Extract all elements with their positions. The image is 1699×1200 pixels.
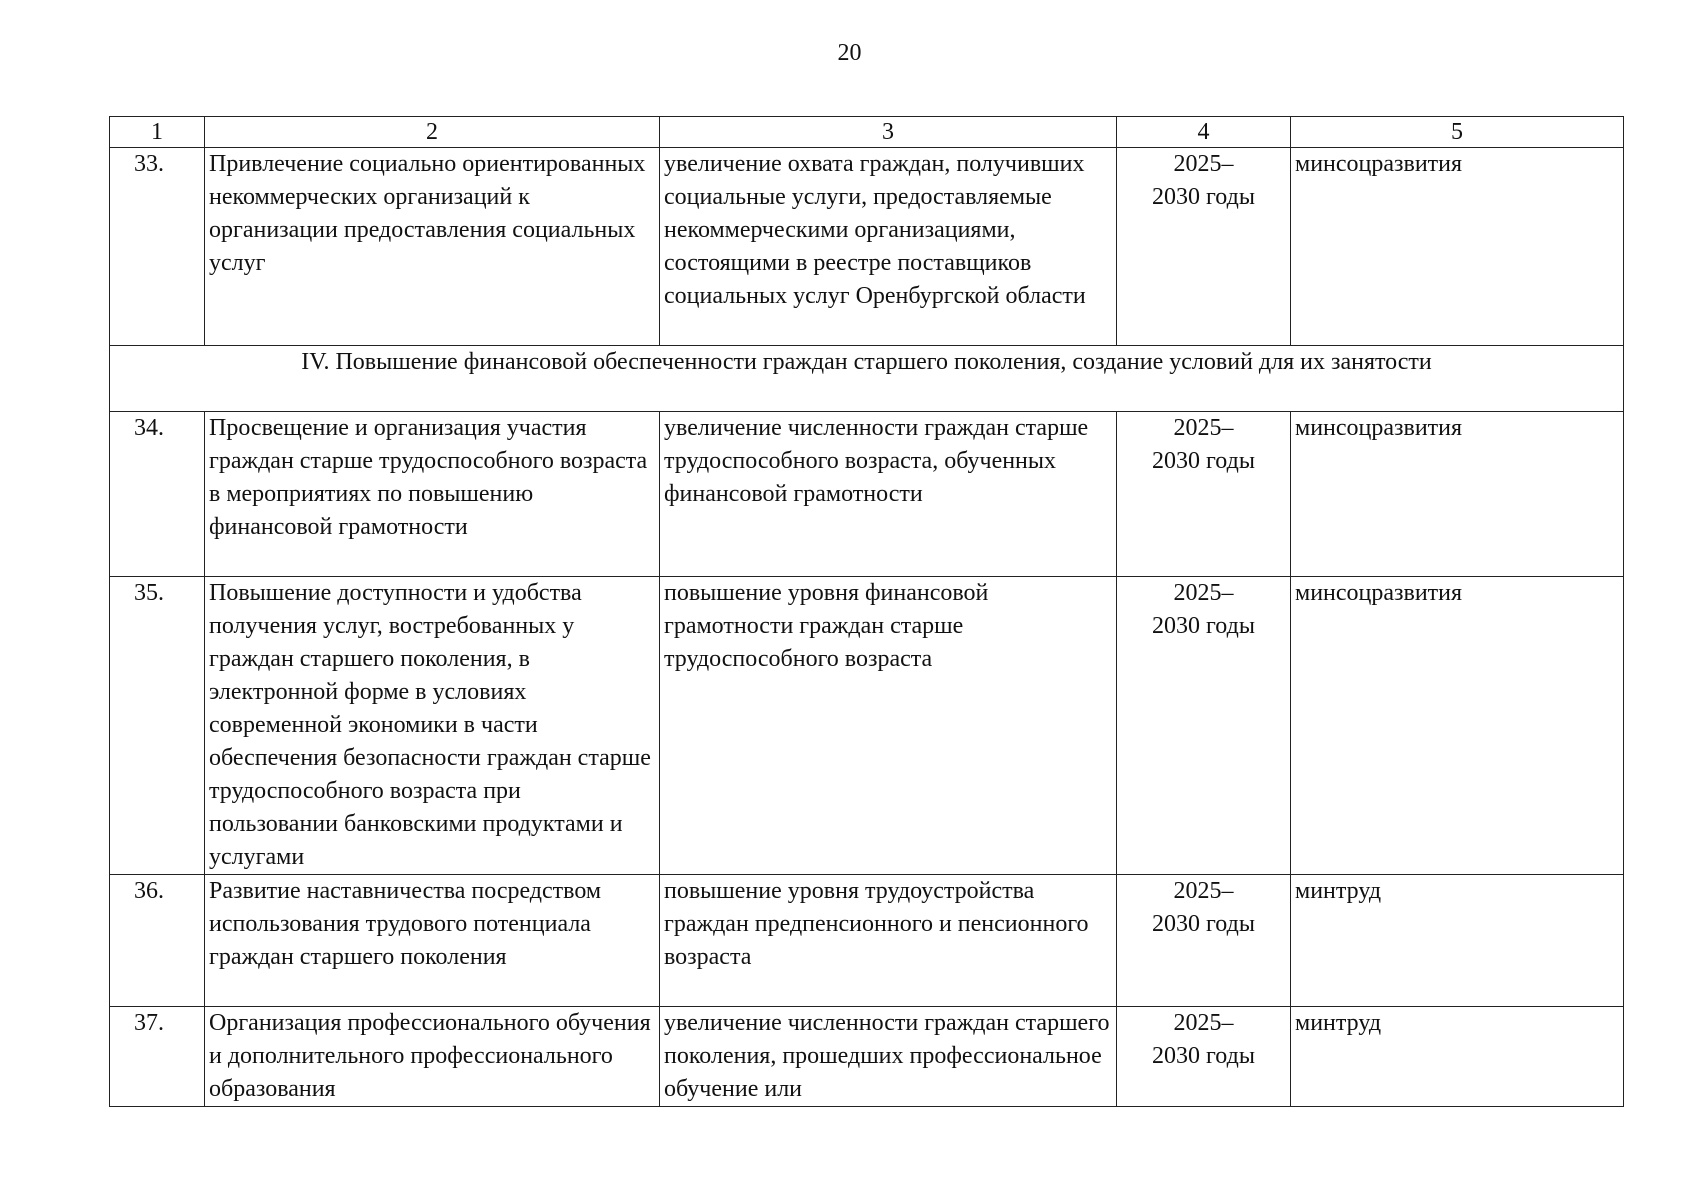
result-cell xyxy=(660,1007,1117,1107)
column-header: 2 xyxy=(205,117,660,148)
row-number: 33. xyxy=(110,148,205,346)
result-cell: повышение уровня финансовой грамотности граждан старше трудоспособного возраста xyxy=(660,577,1117,875)
row-number: 35. xyxy=(110,577,205,875)
term-cell: 2025– 2030 годы xyxy=(1117,1007,1291,1107)
activity-cell xyxy=(205,1007,660,1107)
table-row xyxy=(110,148,1624,346)
row-number: 36. xyxy=(110,875,205,1007)
table-row xyxy=(110,1007,1624,1107)
executor-cell: минтруд xyxy=(1291,875,1624,1007)
activity-cell: Повышение доступности и удобства получения услуг, востребованных у граждан старшего поколения, в электронной форме в условиях современной экономики в части обеспечения безопасности граждан старше трудоспособного возраста при пользовании банковскими продуктами и услугами xyxy=(205,577,660,875)
row-number: 34. xyxy=(110,412,205,577)
executor-cell: минсоцразвития xyxy=(1291,577,1624,875)
activity-cell: Развитие наставничества посредством использования трудового потенциала граждан старшего поколения xyxy=(205,875,660,1007)
executor-cell: минтруд xyxy=(1291,1007,1624,1107)
term-cell: 2025– 2030 годы xyxy=(1117,875,1291,1007)
column-header: 3 xyxy=(660,117,1117,148)
activity-cell: Просвещение и организация участия граждан старше трудоспособного возраста в мероприятиях по повышению финансовой грамотности xyxy=(205,412,660,577)
executor-cell: минсоцразвития xyxy=(1291,148,1624,346)
result-text: увеличение численности граждан старшего поколения, прошедших профессиональное обучение или xyxy=(664,1010,1110,1102)
activity-text: Организация профессионального обучения и дополнительного профессионального образования xyxy=(209,1010,651,1102)
table-row xyxy=(110,875,1624,1007)
section-row xyxy=(110,346,1624,412)
column-header: 5 xyxy=(1291,117,1624,148)
row-number: 37. xyxy=(110,1007,205,1107)
page-number: 20 xyxy=(837,40,862,66)
section-heading: IV. Повышение финансовой обеспеченности граждан старшего поколения, создание условий для их занятости xyxy=(110,346,1624,412)
activity-cell: Привлечение социально ориентированных некоммерческих организаций к организации предоставления социальных услуг xyxy=(205,148,660,346)
term-cell: 2025– 2030 годы xyxy=(1117,412,1291,577)
result-cell: увеличение охвата граждан, получивших социальные услуги, предоставляемые некоммерческими организациями, состоящими в реестре поставщиков социальных услуг Оренбургской области xyxy=(660,148,1117,346)
term-cell: 2025– 2030 годы xyxy=(1117,577,1291,875)
table-row xyxy=(110,577,1624,875)
result-cell: повышение уровня трудоустройства граждан предпенсионного и пенсионного возраста xyxy=(660,875,1117,1007)
measures-table xyxy=(109,116,1624,1107)
column-header: 4 xyxy=(1117,117,1291,148)
table-row xyxy=(110,412,1624,577)
table-header-row xyxy=(110,117,1624,148)
term-cell: 2025– 2030 годы xyxy=(1117,148,1291,346)
executor-cell: минсоцразвития xyxy=(1291,412,1624,577)
result-cell: увеличение численности граждан старше трудоспособного возраста, обученных финансовой грамотности xyxy=(660,412,1117,577)
column-header: 1 xyxy=(110,117,205,148)
